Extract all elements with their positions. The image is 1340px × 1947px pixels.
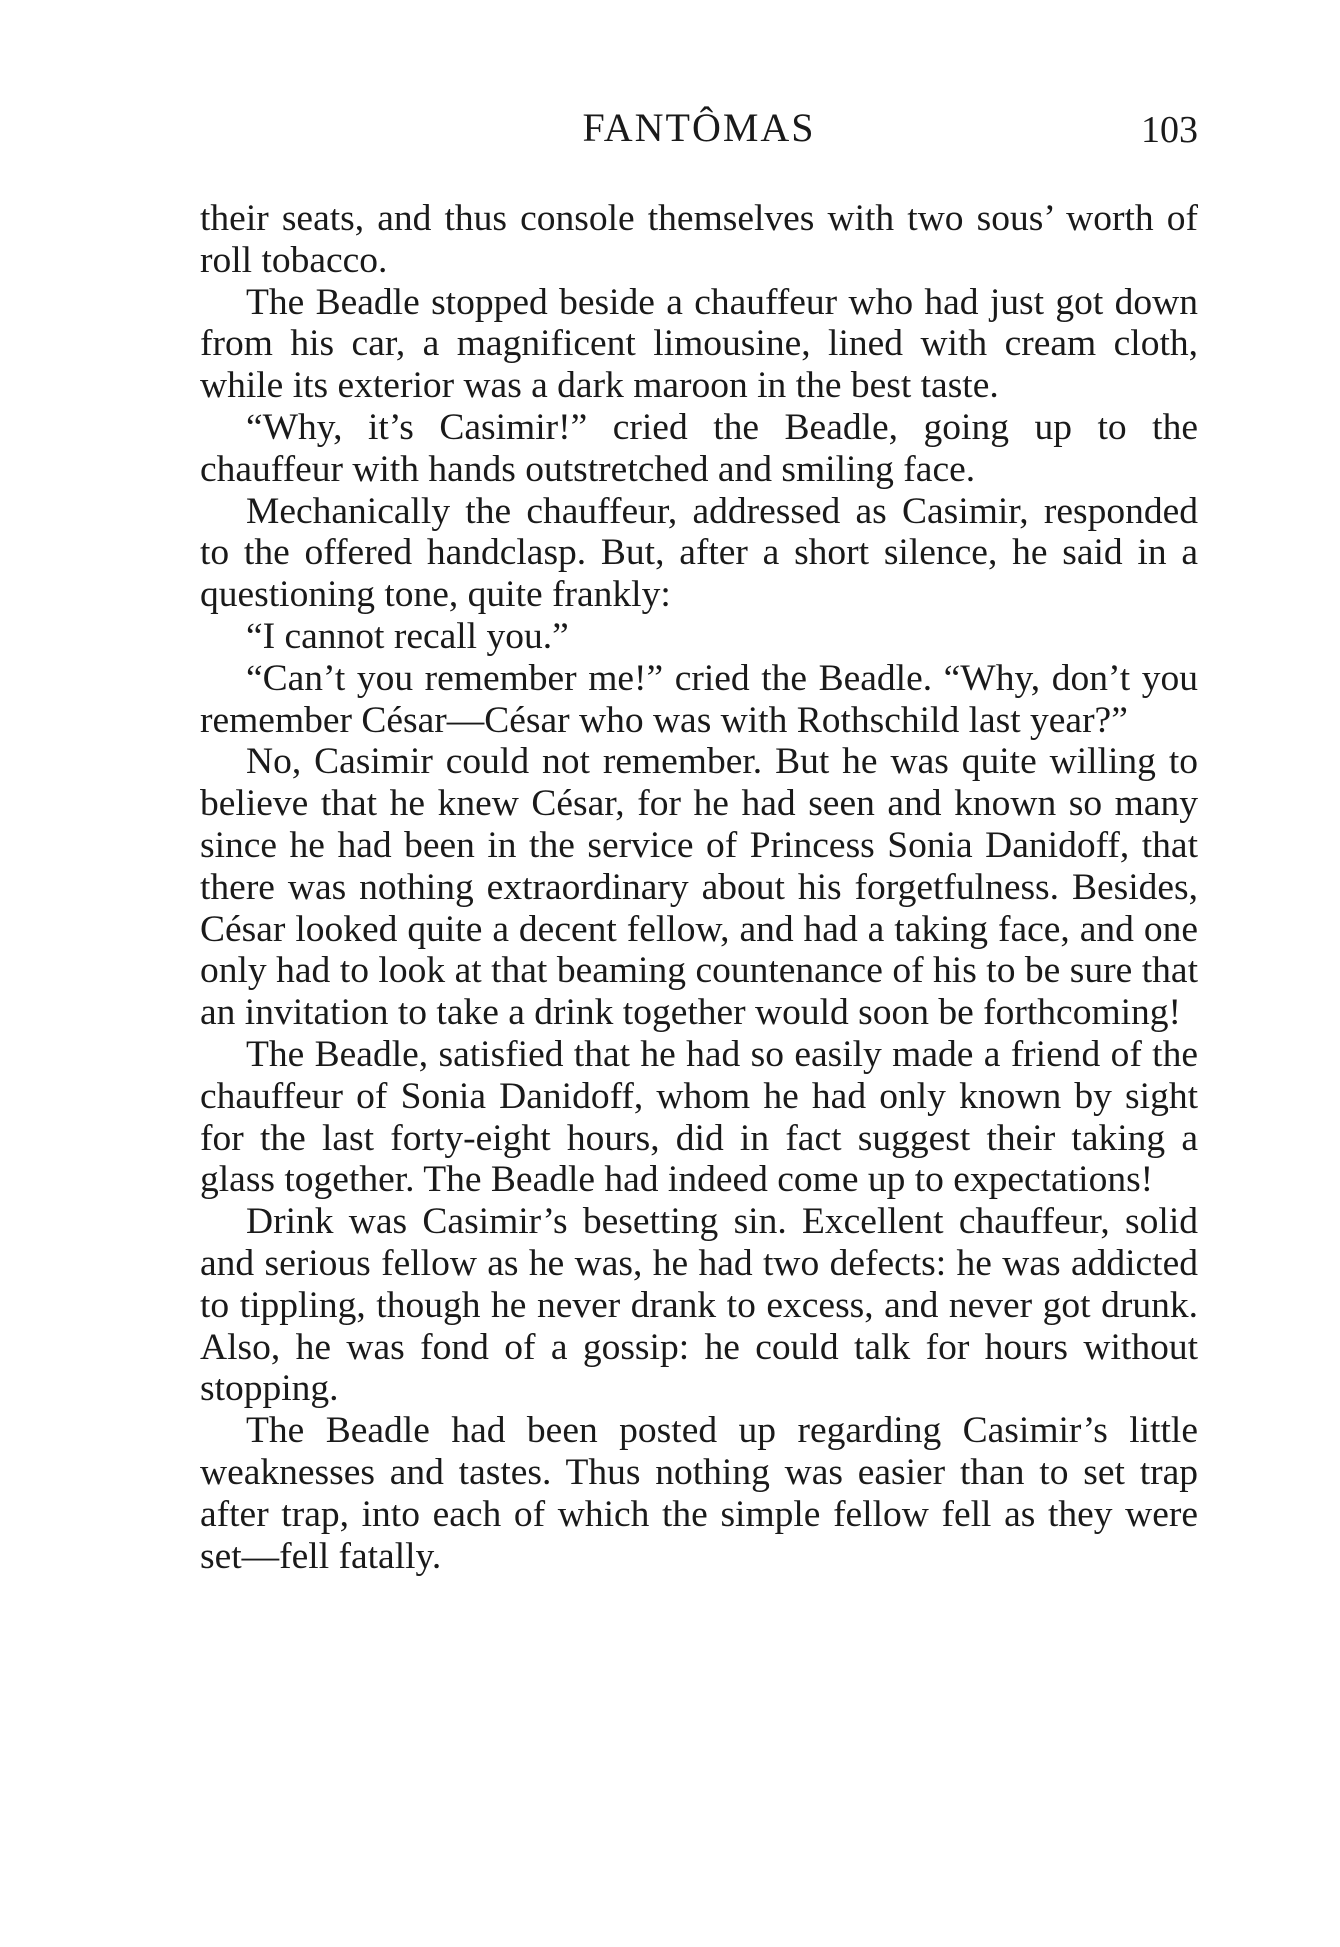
paragraph: “I cannot recall you.”	[246, 615, 569, 657]
paragraph: The Beadle had been posted up regarding Casimir’s little weaknesses and tastes. Thus nothing was easier than to set trap after trap, into each of which the simple fellow fell as they were set—fell fatally.	[200, 1410, 1198, 1577]
paragraph: Drink was Casimir’s besetting sin. Excellent chauffeur, solid and serious fellow as he was, he had two defects: he was addicted to tippling, though he never drank to excess, and never got drunk. Also, he was fond of a gossip: he could talk for hours without stopping.	[200, 1201, 1198, 1410]
book-title: FANTÔMAS	[582, 105, 816, 150]
paragraph: No, Casimir could not remember. But he was quite willing to believe that he knew César, for he had seen and known so many since he had been in the service of Princess Sonia Danidoff, that there was nothing extraordinary about his forgetfulness. Besides, César looked quite a decent fellow, and had a taking face, and one only had to look at that beaming countenance of his to be sure that an invitation to take a drink together would soon be forthcoming!	[200, 741, 1198, 1034]
paragraph: Mechanically the chauffeur, addressed as Casimir, responded to the offered handclasp. But, after a short silence, he said in a questioning tone, quite frankly:	[200, 490, 1198, 616]
page-number: 103	[1141, 109, 1198, 151]
body-text	[200, 198, 1198, 1577]
running-head	[200, 98, 1198, 158]
paragraph: The Beadle, satisfied that he had so easily made a friend of the chauffeur of Sonia Danidoff, whom he had only known by sight for the last forty-eight hours, did in fact suggest their taking a glass together. The Beadle had indeed come up to expectations!	[200, 1033, 1198, 1201]
paragraph: “Why, it’s Casimir!” cried the Beadle, going up to the chauffeur with hands outstretched and smiling face.	[200, 406, 1198, 490]
paragraph: “Can’t you remember me!” cried the Beadle. “Why, don’t you remember César—César who was with Rothschild last year?”	[200, 657, 1198, 741]
paragraph: their seats, and thus console themselves with two sous’ worth of roll tobacco.	[200, 198, 1198, 281]
paragraph: The Beadle stopped beside a chauffeur who had just got down from his car, a magnificent limousine, lined with cream cloth, while its exterior was a dark maroon in the best taste.	[200, 281, 1198, 407]
